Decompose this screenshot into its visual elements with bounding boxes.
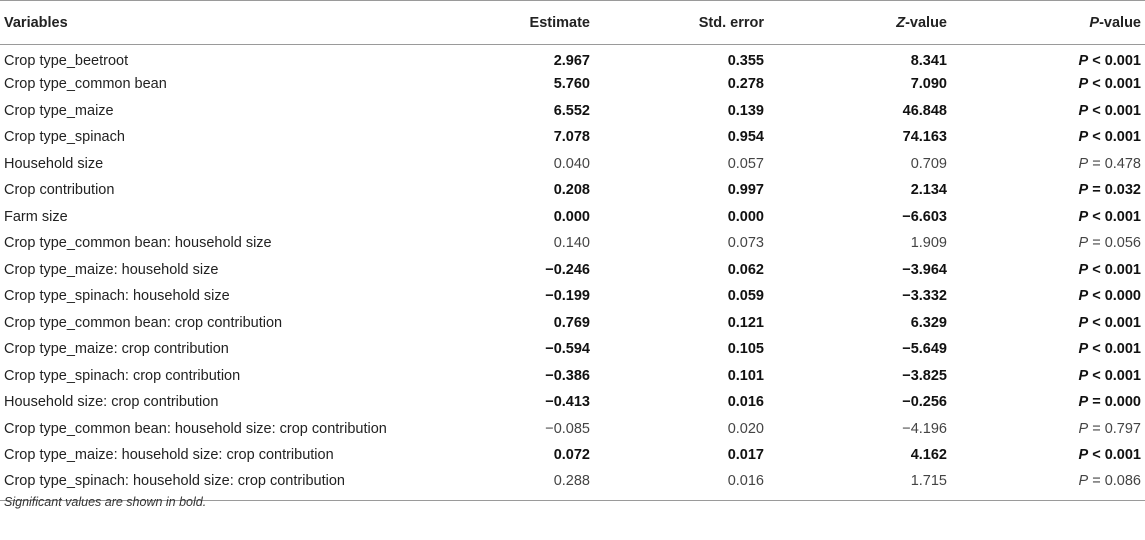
p-symbol: P: [1078, 367, 1089, 384]
cell-z-value: −6.603: [902, 208, 947, 225]
p-symbol: P: [1078, 341, 1089, 358]
cell-std-error: 0.101: [727, 367, 764, 384]
p-symbol: P: [1078, 208, 1089, 225]
header-p-value: [997, 1, 1145, 45]
cell-z-value: 7.090: [910, 76, 947, 93]
p-comparison: < 0.001: [1088, 367, 1141, 384]
cell-p-value: [997, 336, 1145, 363]
cell-p-value: [997, 230, 1145, 257]
header-std-error: Std. error: [633, 1, 811, 45]
cell-std-error: 0.017: [727, 447, 764, 464]
cell-p-value: [997, 416, 1145, 443]
cell-z-value: 4.162: [910, 447, 947, 464]
table-row: [0, 71, 1145, 98]
table-footnote: Significant values are shown in bold.: [4, 495, 207, 509]
cell-z-value: −3.964: [902, 261, 947, 278]
cell-p-value: [997, 45, 1145, 72]
p-symbol: P: [1078, 261, 1089, 278]
p-symbol: P: [1078, 155, 1089, 172]
p-comparison: < 0.001: [1088, 76, 1141, 93]
cell-estimate: 2.967: [553, 53, 590, 69]
cell-z-value: −3.332: [902, 288, 947, 305]
cell-estimate: −0.413: [545, 394, 590, 411]
cell-p-value: [997, 283, 1145, 310]
cell-estimate: 0.000: [553, 208, 590, 225]
p-symbol: P: [1078, 314, 1089, 331]
table-row: [0, 177, 1145, 204]
cell-estimate: −0.085: [545, 420, 590, 437]
cell-variable: Crop type_spinach: household size: crop contribution: [0, 469, 455, 501]
table-body: [0, 45, 1145, 501]
cell-std-error: 0.016: [633, 469, 811, 501]
table-row: [0, 310, 1145, 337]
p-symbol: P: [1078, 447, 1089, 464]
cell-p-value: [997, 310, 1145, 337]
cell-estimate: 7.078: [553, 129, 590, 146]
cell-z-value: 6.329: [910, 314, 947, 331]
cell-std-error: 0.073: [727, 235, 764, 252]
cell-std-error: 0.020: [727, 420, 764, 437]
cell-z-value: 74.163: [902, 129, 947, 146]
header-p-suffix: -value: [1099, 14, 1141, 31]
cell-variable: Crop type_beetroot: [4, 53, 129, 69]
p-comparison: < 0.001: [1088, 53, 1141, 69]
header-row: [0, 1, 1145, 45]
cell-std-error: 0.355: [727, 53, 764, 69]
p-comparison: < 0.001: [1088, 447, 1141, 464]
p-symbol: P: [1078, 129, 1089, 146]
cell-estimate: −0.594: [545, 341, 590, 358]
cell-estimate: 0.769: [553, 314, 590, 331]
table-row: [0, 442, 1145, 469]
cell-estimate: −0.246: [545, 261, 590, 278]
cell-estimate: 0.208: [553, 182, 590, 199]
cell-z-value: 1.715: [811, 469, 997, 501]
cell-estimate: −0.386: [545, 367, 590, 384]
cell-std-error: 0.062: [727, 261, 764, 278]
cell-p-value: [997, 71, 1145, 98]
cell-p-value: [997, 389, 1145, 416]
p-comparison: = 0.086: [1088, 473, 1141, 490]
cell-variable: Crop type_common bean: household size: [4, 235, 272, 252]
table-row: [0, 257, 1145, 284]
table-row: [0, 336, 1145, 363]
header-p-letter: P: [1089, 14, 1100, 31]
cell-estimate: 0.072: [553, 447, 590, 464]
cell-p-value: [997, 124, 1145, 151]
header-z-value: [811, 1, 997, 45]
p-symbol: P: [1078, 235, 1089, 252]
cell-z-value: −0.256: [902, 394, 947, 411]
cell-estimate: −0.199: [545, 288, 590, 305]
cell-p-value: [997, 177, 1145, 204]
cell-std-error: 0.954: [727, 129, 764, 146]
cell-z-value: 8.341: [910, 53, 947, 69]
p-symbol: P: [1078, 420, 1089, 437]
p-comparison: < 0.001: [1088, 208, 1141, 225]
cell-variable: Crop type_spinach: [4, 129, 125, 146]
table-row: [0, 363, 1145, 390]
table-row: [0, 98, 1145, 125]
p-comparison: = 0.797: [1088, 420, 1141, 437]
cell-p-value: [997, 257, 1145, 284]
cell-variable: Crop contribution: [4, 182, 115, 199]
cell-estimate: 0.140: [553, 235, 590, 252]
table-row: [0, 204, 1145, 231]
p-comparison: = 0.478: [1088, 155, 1141, 172]
cell-z-value: −4.196: [902, 420, 947, 437]
table-row: [0, 389, 1145, 416]
cell-variable: Crop type_maize: crop contribution: [4, 341, 229, 358]
p-comparison: < 0.001: [1088, 261, 1141, 278]
cell-std-error: 0.057: [727, 155, 764, 172]
p-comparison: < 0.001: [1088, 314, 1141, 331]
cell-variable: Crop type_spinach: crop contribution: [4, 367, 241, 384]
cell-z-value: −3.825: [902, 367, 947, 384]
table-row: [0, 283, 1145, 310]
table-row: [0, 416, 1145, 443]
cell-variable: Household size: [4, 155, 104, 172]
cell-p-value: [997, 363, 1145, 390]
cell-variable: Crop type_maize: household size: [4, 261, 219, 278]
cell-std-error: 0.000: [727, 208, 764, 225]
cell-std-error: 0.997: [727, 182, 764, 199]
cell-std-error: 0.105: [727, 341, 764, 358]
p-symbol: P: [1078, 53, 1089, 69]
cell-z-value: 1.909: [910, 235, 947, 252]
p-comparison: = 0.032: [1088, 182, 1141, 199]
p-comparison: < 0.001: [1088, 102, 1141, 119]
table-row: [0, 45, 1145, 72]
cell-p-value: [997, 151, 1145, 178]
header-estimate: Estimate: [455, 1, 633, 45]
p-symbol: P: [1078, 394, 1089, 411]
p-symbol: P: [1078, 182, 1089, 199]
p-comparison: < 0.001: [1088, 341, 1141, 358]
cell-z-value: 2.134: [910, 182, 947, 199]
cell-variable: Farm size: [4, 208, 68, 225]
p-comparison: < 0.001: [1088, 129, 1141, 146]
cell-std-error: 0.121: [727, 314, 764, 331]
cell-std-error: 0.278: [727, 76, 764, 93]
header-z-letter: Z: [896, 14, 906, 31]
cell-estimate: 6.552: [553, 102, 590, 119]
cell-std-error: 0.016: [727, 394, 764, 411]
table-header: [0, 1, 1145, 45]
cell-variable: Household size: crop contribution: [4, 394, 219, 411]
p-symbol: P: [1078, 76, 1089, 93]
cell-p-value: [997, 98, 1145, 125]
cell-z-value: 0.709: [910, 155, 947, 172]
table-row: [0, 151, 1145, 178]
cell-variable: Crop type_maize: [4, 102, 114, 119]
cell-estimate: 0.040: [553, 155, 590, 172]
p-symbol: P: [1078, 102, 1089, 119]
p-symbol: P: [1078, 288, 1089, 305]
cell-estimate: 0.288: [455, 469, 633, 501]
cell-z-value: 46.848: [902, 102, 947, 119]
table-row: [0, 230, 1145, 257]
cell-p-value: [997, 204, 1145, 231]
cell-estimate: 5.760: [553, 76, 590, 93]
cell-p-value: [997, 469, 1145, 501]
cell-variable: Crop type_common bean: household size: crop contribution: [4, 420, 387, 437]
cell-p-value: [997, 442, 1145, 469]
p-symbol: P: [1078, 473, 1089, 490]
cell-z-value: −5.649: [902, 341, 947, 358]
cell-std-error: 0.059: [727, 288, 764, 305]
header-variables: Variables: [0, 1, 455, 45]
cell-variable: Crop type_maize: household size: crop contribution: [4, 447, 334, 464]
cell-variable: Crop type_common bean: [4, 76, 167, 93]
p-comparison: = 0.000: [1088, 394, 1141, 411]
cell-variable: Crop type_spinach: household size: [4, 288, 230, 305]
p-comparison: < 0.000: [1088, 288, 1141, 305]
cell-std-error: 0.139: [727, 102, 764, 119]
cell-variable: Crop type_common bean: crop contribution: [4, 314, 283, 331]
table-row: [0, 124, 1145, 151]
header-z-suffix: -value: [905, 14, 947, 31]
p-comparison: = 0.056: [1088, 235, 1141, 252]
